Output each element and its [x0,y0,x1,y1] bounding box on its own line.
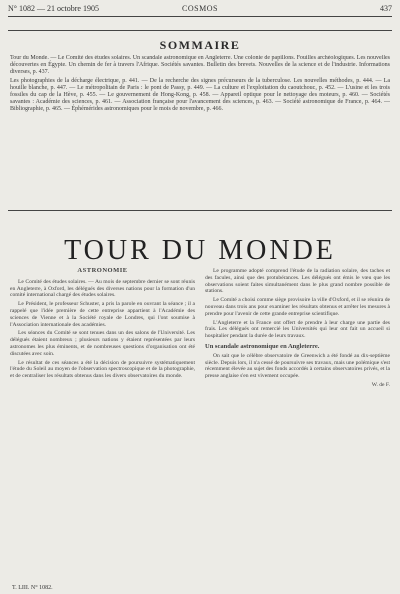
page-footer: T. LIII. N° 1082. [12,585,53,591]
article-signature: W. de F. [371,381,390,388]
article-paragraph: Le programme adopté comprend l'étude de la radiation solaire, des taches et des facules, ainsi que des protubérances. Les délégués ont émis le vœu que les observations soient faites simultanément dans le plus grand nombre possible de stations. [205,268,390,295]
summary-body [10,55,390,205]
column-left [10,268,195,586]
article-paragraph: Le Président, le professeur Schuster, a pris la parole en ouvrant la séance ; il a rappelé que l'idée première de cette entreprise appartient à l'Académie des sciences de Vienne et à la Société royale de Londres, qui l'ont soumise à l'Association internationale des académies. [10,301,195,328]
section-title: TOUR DU MONDE [64,235,336,266]
article-paragraph: Le Comité a choisi comme siège provisoire la ville d'Oxford, et il se réunira de nouveau dans trois ans pour examiner les résultats obtenus et arrêter les mesures à prendre pour l'avenir de cette grande entreprise scientifique. [205,297,390,317]
header-rule [8,16,392,17]
summary-paragraph: Les photographies de la décharge électrique, p. 441. — De la recherche des signes précurseurs de la tuberculose. Les nouvelles méthodes, p. 444. — La houille blanche, p. 447. — Le métropolitain de Paris : le pont de Passy, p. 449. — La culture et l'exploitation du caoutchouc, p. 452. — L'usine et les trois fossiles du cap de la Hève, p. 455. — Le gouvernement de Hong-Kong, p. 458. — Appareil optique pour le nettoyage des moteurs, p. 460. — Sociétés savantes : Académie des sciences, p. 461. — Association française pour l'avancement des sciences, p. 463. — Société astronomique de France, p. 464. — Bibliographie, p. 465. — Éphémérides astronomiques pour le mois de novembre, p. 466. [10,78,390,112]
summary-title: SOMMAIRE [159,38,241,52]
column-right [205,268,390,586]
article-paragraph: On sait que le célèbre observatoire de Greenwich a été fondé au dix-septième siècle. Depuis lors, il n'a cessé de poursuivre ses travaux, mais une polémique s'est récemment élevée au sujet des fonds accordés à certains observatoires privés, et la presse anglaise s'en est vivement occupée. [205,352,390,380]
page-number: 437 [380,4,392,13]
article-paragraph: Le Comité des études solaires. — Au mois de septembre dernier se sont réunis en Angleterre, à Oxford, les délégués des diverses nations pour la formation d'un comité international chargé des études solaires. [10,278,195,299]
article-paragraph: L'Angleterre et la France ont offert de prendre à leur charge une partie des frais. Les délégués ont remercié les Universités qui leur ont fait un accueil si hospitalier pendant la durée de leurs travaux. [205,319,390,340]
article-paragraph: Le résultat de ces séances a été la décision de poursuivre systématiquement l'étude du Soleil au moyen de l'observation spectroscopique et de la photographie, et de centraliser les résultats obtenus dans les divers observatoires du monde. [10,359,195,380]
journal-name: COSMOS [182,4,218,13]
article-paragraph: Les séances du Comité se sont tenues dans un des salons de l'Université. Les délégués étaient nombreux ; plusieurs nations y étaient représentées par leurs astronomes les plus éminents, et de nombreuses questions d'organisation ont été discutées avec soin. [10,330,195,357]
section-heading: ASTRONOMIE [77,268,128,274]
summary-top-rule [8,30,392,31]
issue-number: N° 1082 — 21 octobre 1905 [8,4,99,13]
running-header [8,4,392,14]
summary-bottom-rule [8,210,392,211]
summary-paragraph: Tour du Monde. — Le Comité des études solaires. Un scandale astronomique en Angleterre. Une colonie de papillons. Fouilles archéologiques. Les nouvelles découvertes en Égypte. Un chemin de fer à travers l'Afrique. Sociétés savantes. Bulletin des brevets. Nouvelles de la science et de l'industrie. Informations diverses, p. 437. [10,55,390,75]
article-subheading: Un scandale astronomique en Angleterre. [205,342,320,350]
